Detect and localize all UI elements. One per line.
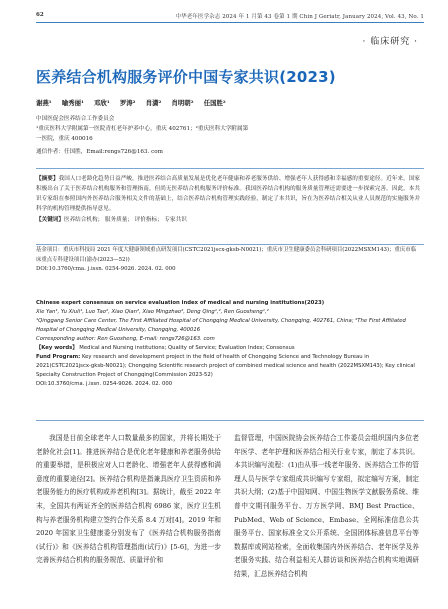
author: 喻秀丽¹ — [61, 99, 84, 107]
body-column-right: 监督管理，中国医院协会医养结合工作委员会组织国内多位老年医学、老年护理和医养结合相关行业专家，制定了本共识。本共识编写流程：(1)由从事一线老年服务、医养结合工作的管理人员与医学专家组成共识编写专家组，拟定编写方案，制定共识大纲；(2)基于中国知网、中国生物医学文献服务系统、维普中文期刊服务平台、万方医学网、BMJ Best Practice、PubMed、Web of Science、Embase、全网标准信息公共服务平台、国家标准全文公开系统、全国团体标准信息平台等数据库或网站检索，全面收集国内外医养结合、老年医学及养老服务实践、结合利益相关人群访谈和医养结合机构实地调研结果，汇总医养结合机构 — [234, 434, 419, 578]
funding-chinese — [36, 246, 420, 275]
abstract-bottom-rule — [36, 420, 424, 421]
corresponding-author: 通信作者：任国胜，Email:rengs726@163. com — [36, 149, 163, 155]
author: 肖潇² — [145, 99, 162, 107]
affiliation-line: 一医院，重庆 400016 — [36, 136, 93, 142]
english-doi: DOI:10.3760/cma. j.issn. 0254-9026. 2024. 02. 000 — [36, 381, 173, 387]
english-corresponding: Corresponding author: Ren Guosheng, E-mail: rengs726@163. com — [36, 336, 215, 342]
abstract-text: 我国人口老龄化趋势日益严峻，推进医养结合高质量发展是优化老年健康和养老服务供给、增强老年人获得感和幸福感的重要途径。近年来，国家积极出台了关于医养结合机构服务和管理指南，但尚无医养结合机构服务评价标准。我国医养结合机构的服务质量管理还需要进一步探索完善。因此，本共识专家组在参照国内外医养结合服务相关文件的基础上，结合医养结合机构管理实践经验，制定了本共识，旨在为医养结合相关从业人员规范的实施服务并科学的机构管理提供指导意见。 — [36, 176, 420, 212]
english-funding — [36, 353, 420, 380]
funding-text: 基金项目：重庆市科技局 2021 年度大健康领域重点研发项目(CSTC2021jscx-gksb-N0021)；重庆市卫生健康委员会科研项目(2022MSXM143)；重庆市临床重点专科建设项目(渝办(2023—52)) — [36, 247, 416, 263]
english-title: Chinese expert consensus on service evaluation index of medical and nursing institutions(2023) — [36, 300, 325, 306]
doi-chinese: DOI:10.3760/cma. j.issn. 0254-9026. 2024. 02. 000 — [36, 266, 176, 273]
english-keywords — [36, 344, 420, 353]
english-funding-label: Fund Program: — [36, 354, 81, 360]
abstract-chinese — [36, 174, 420, 225]
page-number: 62 — [36, 12, 44, 18]
abstract-mid-rule — [36, 244, 424, 245]
affiliations — [36, 114, 406, 144]
english-keywords-label: 【Key words】 — [36, 345, 78, 351]
english-funding-text: Key research and development project in the field of health of Chongqing Science and Technology Bureau in 2021(CSTC2021jscx-gksb-N0021); Chongqing Scientific research project of combined medical science and health (2022MSXM143); Key clinical Specialty Construction Project of Chongqing(Commission 2023-52) — [36, 354, 415, 378]
affiliation-line: 中国医促会医养结合工作委员会 — [36, 116, 115, 122]
section-label: · 临床研究 · — [362, 37, 418, 47]
running-title: 中华老年医学杂志 2024 年 1 月第 43 卷第 1 期 Chin J Geriatr, January 2024, Vol. 43, No. 1 — [175, 14, 424, 20]
keywords-label: 【关键词】 — [36, 217, 64, 223]
abstract-english — [36, 299, 420, 389]
author: 任国胜² — [203, 99, 226, 107]
author-list — [36, 98, 234, 107]
header-rule — [36, 22, 424, 23]
author: 邓欣¹ — [94, 99, 110, 107]
article-title: 医养结合机构服务评价中国专家共识(2023) — [36, 68, 336, 86]
keywords-text: 医养结合机构； 服务质量； 评价指标； 专家共识 — [63, 217, 187, 223]
english-affiliations: ¹Qinggang Senior Care Center, The First Affiliated Hospital of Chongqing Medical University, Chongqing, 402761, China; ²The First Affiliated Hospital of Chongqing Medical University, Chongqing, 400016 — [36, 318, 406, 333]
author: 肖明朝² — [171, 99, 194, 107]
author: 罗涛² — [119, 99, 136, 107]
english-keywords-text: Medical and Nursing institutions; Quality of Service; Evaluation Index; Consensus — [79, 345, 295, 351]
body-column-left: 我国是目前全球老年人口数量最多的国家，并将长期处于老龄化社会[1]。推进医养结合是优化老年健康和养老服务供给的重要举措，是积极应对人口老龄化、增强老年人获得感和满意度的重要途径[2]。医养结合机构是指兼具医疗卫生资质和养老服务能力的医疗机构或养老机构[3]。据统计，截至 2022 年末，全国共有两证齐全的医养结合机构 6986 家，医疗卫生机构与养老服务机构建立签约合作关系 8.4 万对[4]。2019 年和 2020 年国家卫生健康委分别发布了《医养结合机构服务指南(试行)》和《医养结合机构管理指南(试行)》[5-6]，为进一步完善医养结合机构的服务规范、质量评价和 — [36, 434, 221, 565]
abstract-top-rule — [36, 168, 424, 169]
english-authors: Xie Yan¹, Yu Xiuli¹, Luo Tao², Xiao Qian², Xiao Mingzhao², Deng Qing¹,², Ren Guosheng¹,² — [36, 309, 269, 315]
affiliation-line: ¹重庆医科大学附属第一医院青杠老年护养中心，重庆 402761；²重庆医科大学附属第 — [36, 126, 249, 132]
abstract-label: 【摘要】 — [36, 176, 59, 182]
author: 谢燕¹ — [36, 99, 52, 107]
